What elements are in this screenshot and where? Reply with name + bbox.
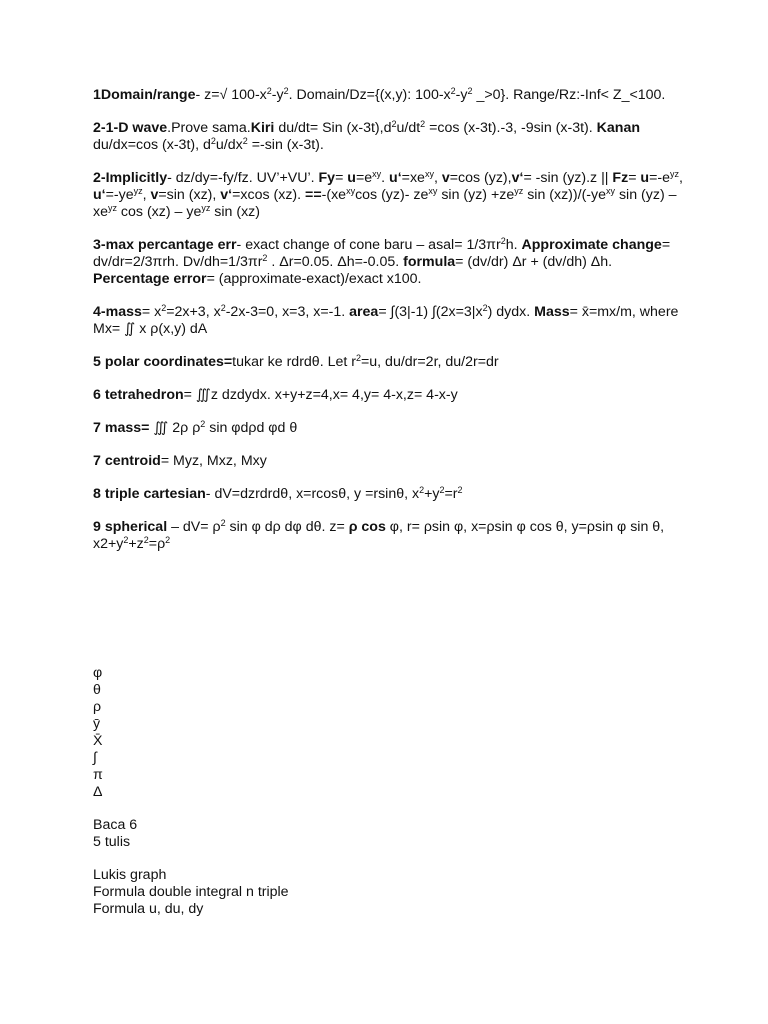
note-text: =cos (yz), xyxy=(449,170,512,186)
note-text: -y xyxy=(271,87,284,103)
symbol-item: Δ xyxy=(93,784,103,800)
note-text: . xyxy=(381,170,390,186)
note-text: sin φ dρ dφ dθ. z= xyxy=(225,519,349,535)
bold-term: 8 triple cartesian xyxy=(93,486,206,502)
note-text: sin (yz) +ze xyxy=(437,187,515,203)
note-text: =cos (x-3t).-3, -9sin (x-3t). xyxy=(425,120,597,136)
symbol-item: φ xyxy=(93,665,103,681)
reading-plan xyxy=(93,817,683,851)
superscript: yz xyxy=(133,186,143,196)
note-text: - exact change of cone baru – asal= 1/3πr xyxy=(236,237,501,253)
note-text: = dv/dr=2/3πrh. Dv/dh=1/3πr xyxy=(93,237,671,270)
note-text: cos (xz) – ye xyxy=(116,204,202,220)
note-text: tukar ke rdrdθ. Let r xyxy=(232,354,356,370)
note-text: φ, r= ρsin φ, x=ρsin φ cos θ, y=ρsin φ sin θ, x2+y xyxy=(93,519,665,552)
note-paragraph xyxy=(93,420,683,437)
bold-term: 7 mass= xyxy=(93,420,150,436)
note-paragraph xyxy=(93,87,683,104)
superscript: 2 xyxy=(355,353,361,363)
note-text: - z=√ 100-x xyxy=(195,87,267,103)
bold-term: Mass xyxy=(534,304,570,320)
superscript: 2 xyxy=(500,236,506,246)
note-text: u/dt xyxy=(396,120,421,136)
superscript: 2 xyxy=(262,253,268,263)
bold-term: 1Domain/range xyxy=(93,87,196,103)
note-text: =u, du/dr=2r, du/2r=dr xyxy=(361,354,499,370)
todo-item: Formula u, du, dy xyxy=(93,901,204,917)
note-text: . Δr=0.05. Δh=-0.05. xyxy=(267,254,404,270)
superscript: 2 xyxy=(210,136,216,146)
note-text: ) dydx. xyxy=(487,304,535,320)
bold-term: 6 tetrahedron xyxy=(93,387,184,403)
bold-term: 5 polar coordinates= xyxy=(93,354,233,370)
superscript: 2 xyxy=(391,119,397,129)
symbol-item: X̄ xyxy=(93,733,103,749)
superscript: 2 xyxy=(161,303,167,313)
note-text: =e xyxy=(355,170,373,186)
bold-term: v‘ xyxy=(511,170,524,186)
note-text: , xyxy=(142,187,151,203)
note-text: = (approximate-exact)/exact x100. xyxy=(206,271,422,287)
note-text: , xyxy=(679,170,683,186)
note-text: =sin (xz), xyxy=(158,187,221,203)
bold-term: ρ cos xyxy=(348,519,386,535)
superscript: yz xyxy=(514,186,524,196)
note-text: – dV= ρ xyxy=(167,519,221,535)
bold-term: 4-mass xyxy=(93,304,142,320)
note-text: -2x-3=0, x=3, x=-1. xyxy=(225,304,350,320)
superscript: 2 xyxy=(242,136,248,146)
note-text: -y xyxy=(455,87,468,103)
bold-term: area xyxy=(349,304,379,320)
note-text: =-sin (x-3t). xyxy=(247,137,324,153)
note-text: cos (yz)- ze xyxy=(355,187,429,203)
bold-term: v xyxy=(150,187,159,203)
superscript: 2 xyxy=(467,86,473,96)
superscript: 2 xyxy=(482,303,488,313)
superscript: yz xyxy=(670,169,679,179)
bold-term: v xyxy=(441,170,450,186)
note-text: =ρ xyxy=(148,536,166,552)
note-text: h. xyxy=(505,237,522,253)
notes-content xyxy=(93,87,683,918)
superscript: 2 xyxy=(420,119,426,129)
symbol-item: θ xyxy=(93,682,101,698)
note-paragraph xyxy=(93,519,683,553)
note-text: =-e xyxy=(649,170,670,186)
note-text: = xyxy=(335,170,348,186)
tulis-line: 5 tulis xyxy=(93,834,131,850)
superscript: xy xyxy=(346,186,356,196)
note-paragraph xyxy=(93,387,683,404)
note-text: -(xe xyxy=(321,187,347,203)
note-text: +y xyxy=(424,486,440,502)
symbol-item: ȳ xyxy=(93,716,101,732)
note-text: = ∭z dzdydx. x+y+z=4,x= 4,y= 4-x,z= 4-x-y xyxy=(183,387,458,403)
note-text: sin φdρd φd θ xyxy=(205,420,298,436)
note-text: .Prove sama. xyxy=(167,120,251,136)
superscript: 2 xyxy=(123,535,129,545)
note-text: . Domain/Dz={(x,y): 100-x xyxy=(288,87,451,103)
bold-term: u xyxy=(640,170,650,186)
note-paragraph xyxy=(93,120,683,154)
bold-term: u‘ xyxy=(93,187,106,203)
note-text: =-ye xyxy=(105,187,134,203)
note-text: =xe xyxy=(401,170,425,186)
note-text: , xyxy=(433,170,442,186)
superscript: 2 xyxy=(220,303,226,313)
note-text: - dz/dy=-fy/fz. UV’+VU’. xyxy=(167,170,319,186)
note-text: = xyxy=(628,170,641,186)
bold-term: Fy xyxy=(318,170,336,186)
bold-term: Fz xyxy=(612,170,629,186)
note-text: sin (yz) – xe xyxy=(93,187,677,220)
symbol-item: ∫ xyxy=(93,750,97,766)
bold-term: 9 spherical xyxy=(93,519,168,535)
note-text: = Myz, Mxz, Mxy xyxy=(160,453,267,469)
note-paragraph xyxy=(93,304,683,338)
note-text: sin (xz))/(-ye xyxy=(523,187,607,203)
bold-term: Approximate change xyxy=(521,237,662,253)
symbol-item: ρ xyxy=(93,699,102,715)
superscript: 2 xyxy=(266,86,272,96)
note-text: =2x+3, x xyxy=(166,304,221,320)
bold-term: u xyxy=(347,170,356,186)
bold-term: 2-Implicitly xyxy=(93,170,168,186)
note-text: = ∫(3|-1) ∫(2x=3|x xyxy=(378,304,483,320)
note-paragraph xyxy=(93,453,683,470)
symbol-list xyxy=(93,665,683,801)
bold-term: v‘ xyxy=(220,187,233,203)
bold-term: Percentage error xyxy=(93,271,207,287)
note-paragraph xyxy=(93,486,683,503)
note-paragraph xyxy=(93,354,683,371)
superscript: xy xyxy=(606,186,616,196)
superscript: 2 xyxy=(457,485,463,495)
superscript: yz xyxy=(201,203,211,213)
superscript: 2 xyxy=(439,485,445,495)
note-text: u/dx xyxy=(215,137,243,153)
note-text: ∭ 2ρ ρ xyxy=(149,420,201,436)
superscript: 2 xyxy=(283,86,289,96)
bold-term: 3-max percantage err xyxy=(93,237,237,253)
bold-term: u‘ xyxy=(389,170,402,186)
note-text: =xcos (xz). xyxy=(232,187,306,203)
superscript: xy xyxy=(428,186,438,196)
symbol-item: π xyxy=(93,767,103,783)
bold-term: 7 centroid xyxy=(93,453,161,469)
bold-term: Kiri xyxy=(250,120,275,136)
todo-item: Formula double integral n triple xyxy=(93,884,289,900)
bold-term: formula xyxy=(403,254,456,270)
todo-item: Lukis graph xyxy=(93,867,167,883)
note-text: =r xyxy=(444,486,458,502)
superscript: xy xyxy=(372,169,382,179)
note-text: = x̄=mx/m, where Mx= ∬ x ρ(x,y) dA xyxy=(93,304,679,337)
note-text: _>0}. Range/Rz:-Inf< Z_<100. xyxy=(472,87,666,103)
note-text: du/dx=cos (x-3t), d xyxy=(93,137,211,153)
bold-term: 2-1-D wave xyxy=(93,120,168,136)
baca-line: Baca 6 xyxy=(93,817,138,833)
superscript: 2 xyxy=(143,535,149,545)
superscript: 2 xyxy=(165,535,171,545)
superscript: 2 xyxy=(220,518,226,528)
note-text: = x xyxy=(141,304,162,320)
notes-section xyxy=(93,87,683,553)
note-text: - dV=dzrdrdθ, x=rcosθ, y =rsinθ, x xyxy=(205,486,420,502)
note-text: +z xyxy=(128,536,144,552)
note-text: du/dt= Sin (x-3t),d xyxy=(274,120,392,136)
bold-term: == xyxy=(305,187,322,203)
superscript: 2 xyxy=(450,86,456,96)
todo-list xyxy=(93,867,683,918)
blank-gap xyxy=(93,569,683,665)
superscript: yz xyxy=(107,203,117,213)
note-text: = (dv/dr) Δr + (dv/dh) Δh. xyxy=(455,254,613,270)
note-text: sin (xz) xyxy=(210,204,260,220)
superscript: 2 xyxy=(419,485,425,495)
note-paragraph xyxy=(93,170,683,221)
superscript: xy xyxy=(424,169,434,179)
superscript: 2 xyxy=(200,419,206,429)
note-paragraph xyxy=(93,237,683,288)
note-text: = -sin (yz).z || xyxy=(523,170,613,186)
bold-term: Kanan xyxy=(596,120,641,136)
